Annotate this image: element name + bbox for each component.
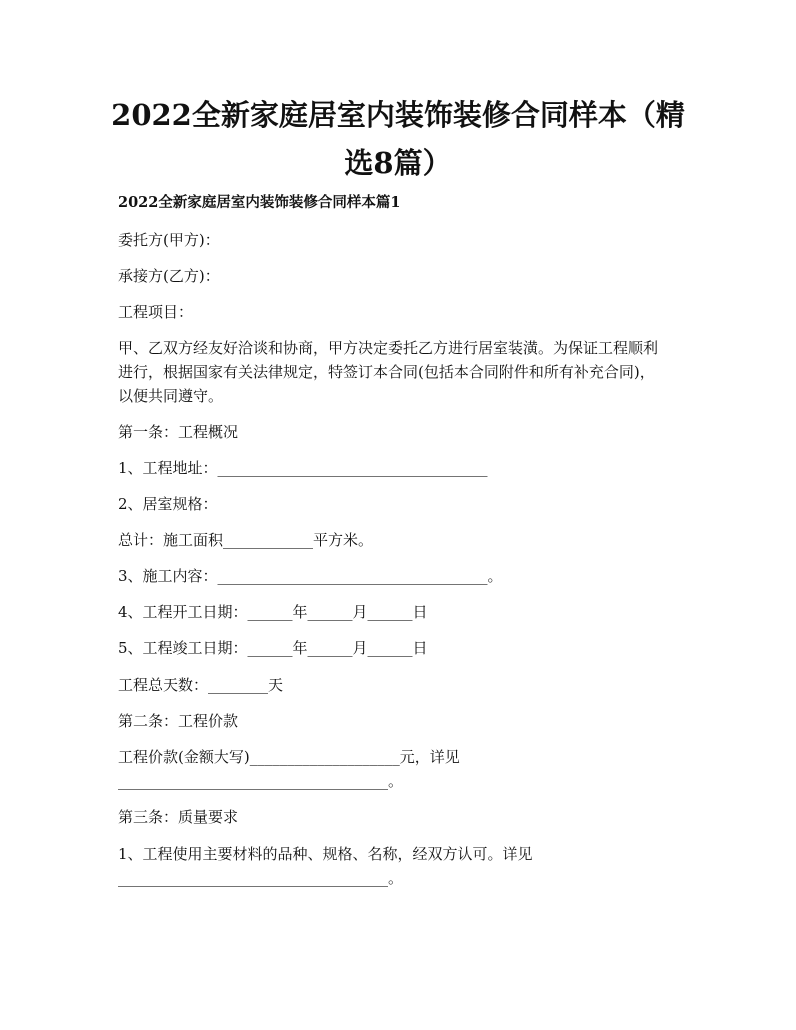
- content-line: 3、施工内容：____________________________________。: [118, 567, 503, 585]
- intro-line-1: 甲、乙双方经友好洽谈和协商，甲方决定委托乙方进行居室装潢。为保证工程顺利: [118, 339, 659, 357]
- article-2-heading: 第二条：工程价款: [118, 712, 239, 730]
- price-line-1: 工程价款(金额大写)____________________元，详见: [118, 748, 460, 766]
- title-line-2: 选8篇）: [344, 146, 452, 180]
- quality-line-2: ____________________________________。: [118, 869, 404, 887]
- total-area-line: 总计：施工面积____________平方米。: [118, 531, 374, 549]
- price-paragraph: [118, 745, 688, 793]
- intro-paragraph: [118, 336, 688, 408]
- quality-paragraph: [118, 842, 688, 890]
- intro-line-2: 进行，根据国家有关法律规定，特签订本合同(包括本合同附件和所有补充合同)，: [118, 363, 655, 381]
- title-line-1: 2022全新家庭居室内装饰装修合同样本（精: [111, 98, 685, 132]
- party-a-line: 委托方(甲方)：: [118, 231, 220, 249]
- document-title: [110, 91, 686, 187]
- address-line: 1、工程地址：____________________________________: [118, 459, 488, 477]
- intro-line-3: 以便共同遵守。: [118, 387, 224, 405]
- article-1-heading: 第一条：工程概况: [118, 423, 239, 441]
- end-date-line: 5、工程竣工日期：______年______月______日: [118, 639, 428, 657]
- spec-line: 2、居室规格：: [118, 495, 218, 513]
- total-days-line: 工程总天数：________天: [118, 676, 284, 694]
- price-line-2: ____________________________________。: [118, 772, 404, 790]
- project-line: 工程项目：: [118, 303, 194, 321]
- quality-line-1: 1、工程使用主要材料的品种、规格、名称，经双方认可。详见: [118, 845, 533, 863]
- article-3-heading: 第三条：质量要求: [118, 808, 239, 826]
- start-date-line: 4、工程开工日期：______年______月______日: [118, 603, 428, 621]
- party-b-line: 承接方(乙方)：: [118, 267, 220, 285]
- section-heading: 2022全新家庭居室内装饰装修合同样本篇1: [118, 194, 401, 211]
